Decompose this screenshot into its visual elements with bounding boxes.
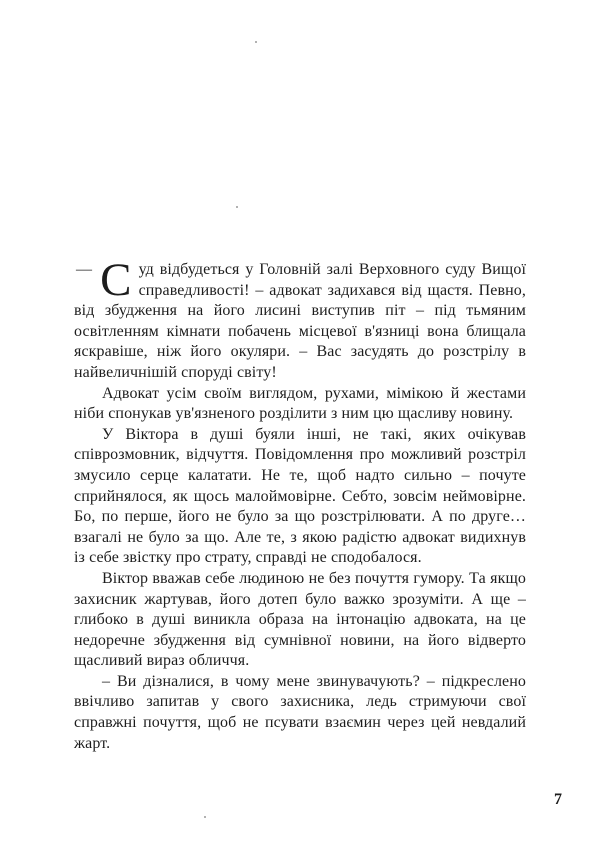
- paragraph: У Віктора в душі буяли інші, не такі, яких очікував співрозмовник, відчуття. Повідомлення про можливий розстріл змусило серце калатати. Не те, щоб надто сильно – почуте сприйнялося, як щось малоймовірне. Себто, зовсім неймовірне. Бо, по перше, його не було за що розстрілювати. А по друге… взагалі не було за що. Але те, з якою радістю адвокат видихнув із себе звістку про страту, справді не сподобалося.: [74, 425, 526, 567]
- dialogue-dash: —: [76, 261, 93, 278]
- paragraph: – Ви дізналися, в чому мене звинувачують? – підкреслено ввічливо запитав у свого захисника, ледь стримуючи свої справжні почуття, щоб не псувати взаємин через цей невдалий жарт.: [74, 672, 526, 752]
- paragraph: Віктор вважав себе людиною не без почуття гумору. Та якщо захисник жартував, його дотеп було важко зрозуміти. А ще – глибоко в душі виникла образа на інтонацію адвоката, на це недоречне збудження від сумнівної новини, на його відверто щасливий вираз обличчя.: [74, 569, 526, 670]
- dust-speck: [236, 206, 238, 208]
- body-text: [74, 254, 526, 754]
- drop-cap-group: [74, 254, 132, 306]
- page-number: 7: [554, 791, 562, 808]
- dust-speck: [204, 816, 206, 818]
- dust-speck: [255, 41, 257, 43]
- paragraph: Адвокат усім своїм виглядом, рухами, мімікою й жестами ніби спонукав ув'язненого розділити з ним цю щасливу новину.: [74, 384, 526, 423]
- drop-cap-letter: С: [100, 254, 132, 306]
- paragraph-opening-text: уд відбудеться у Головній залі Верховного суду Вищої справедливості! – адвокат задихався від щастя. Певно, від збудження на його лисині виступив піт – під тьмяним освітленням кімнати побачень місцевої в'язниці вона блищала яскравіше, ніж його окуляри. – Вас засудять до розстрілу в найвеличнішій споруді світу!: [74, 261, 526, 381]
- paragraph-opening: [74, 254, 526, 384]
